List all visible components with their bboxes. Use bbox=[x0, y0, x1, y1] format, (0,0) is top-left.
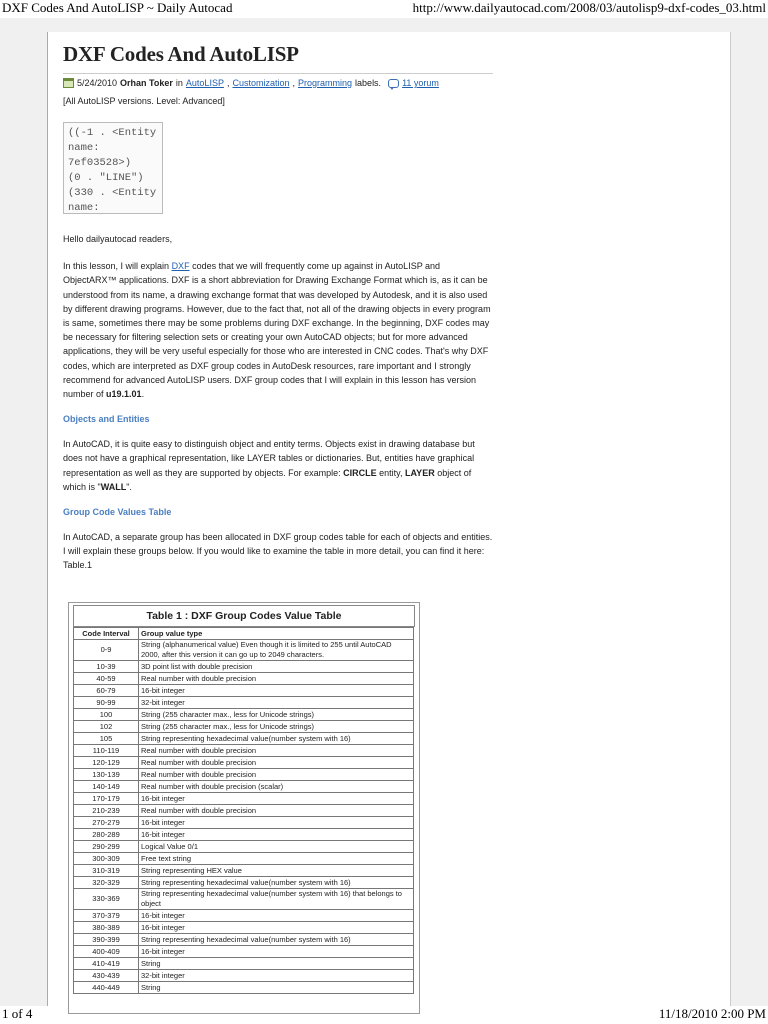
heading-objects-entities: Objects and Entities bbox=[63, 414, 150, 425]
dxf-link[interactable]: DXF bbox=[171, 261, 190, 272]
group-value-type-cell: 16-bit integer bbox=[139, 910, 414, 922]
table-row bbox=[74, 805, 414, 817]
label-link-autolisp[interactable]: AutoLISP bbox=[185, 78, 224, 88]
comments-link[interactable]: 11 yorum bbox=[402, 78, 439, 88]
group-value-type-cell: Real number with double precision bbox=[139, 673, 414, 685]
code-interval-cell: 410-419 bbox=[74, 958, 139, 970]
label-link-programming[interactable]: Programming bbox=[298, 78, 353, 88]
group-value-type-cell: 16-bit integer bbox=[139, 946, 414, 958]
sidebar-column bbox=[498, 32, 731, 1006]
code-interval-cell: 130-139 bbox=[74, 769, 139, 781]
table-row bbox=[74, 958, 414, 970]
code-interval-cell: 170-179 bbox=[74, 793, 139, 805]
group-value-type-cell: Real number with double precision bbox=[139, 769, 414, 781]
group-value-type-cell: 16-bit integer bbox=[139, 817, 414, 829]
post-title: DXF Codes And AutoLISP bbox=[63, 42, 299, 66]
table-row bbox=[74, 661, 414, 673]
group-value-type-cell: 32-bit integer bbox=[139, 970, 414, 982]
code-interval-cell: 100 bbox=[74, 709, 139, 721]
group-value-type-cell: String (255 character max., less for Unicode strings) bbox=[139, 721, 414, 733]
print-footer-datetime: 11/18/2010 2:00 PM bbox=[658, 1006, 766, 1021]
group-value-type-cell: 3D point list with double precision bbox=[139, 661, 414, 673]
dxf-group-codes-table bbox=[73, 627, 414, 994]
wall-term: WALL bbox=[100, 481, 127, 492]
table-row bbox=[74, 982, 414, 994]
post-author[interactable]: Orhan Toker bbox=[120, 78, 173, 88]
code-interval-cell: 140-149 bbox=[74, 781, 139, 793]
code-interval-cell: 440-449 bbox=[74, 982, 139, 994]
group-value-type-cell: 32-bit integer bbox=[139, 697, 414, 709]
layer-term: LAYER bbox=[405, 467, 435, 478]
code-interval-cell: 120-129 bbox=[74, 757, 139, 769]
code-interval-cell: 330-369 bbox=[74, 889, 139, 910]
print-footer-page: 1 of 4 bbox=[2, 1006, 33, 1021]
label-link-customization[interactable]: Customization bbox=[232, 78, 290, 88]
table-row bbox=[74, 970, 414, 982]
code-interval-cell: 300-309 bbox=[74, 853, 139, 865]
table-row bbox=[74, 769, 414, 781]
code-interval-cell: 90-99 bbox=[74, 697, 139, 709]
code-interval-cell: 10-39 bbox=[74, 661, 139, 673]
header-group-value-type: Group value type bbox=[139, 628, 414, 640]
group-value-type-cell: 16-bit integer bbox=[139, 829, 414, 841]
code-interval-cell: 320-329 bbox=[74, 877, 139, 889]
table-header-row bbox=[74, 628, 414, 640]
post-column bbox=[47, 32, 499, 1006]
table-row bbox=[74, 829, 414, 841]
table-row bbox=[74, 889, 414, 910]
intro-version: u19.1.01 bbox=[106, 389, 142, 400]
post-in-text: in bbox=[175, 78, 183, 88]
code-interval-cell: 40-59 bbox=[74, 673, 139, 685]
code-interval-cell: 0-9 bbox=[74, 640, 139, 661]
post-date: 5/24/2010 bbox=[77, 78, 118, 88]
code-interval-cell: 110-119 bbox=[74, 745, 139, 757]
code-interval-cell: 210-239 bbox=[74, 805, 139, 817]
intro-paragraph: In this lesson, I will explain DXF codes that we will frequently come up against in AutoLISP and ObjectARX™ applications. DXF is a short abbreviation for Drawing Exchange Format which is, as it can be understood from its name, a drawing exchange format that was developed by Autodesk, and it is also used by different drawing programs. However, due to the fact that, not all of the drawing objects in every program is same, sometimes there may be some problems during DXF exchange. In the beginning, DXF codes may be necessary for filtering selection sets or creating your own AutoCAD objects; but for more advanced applications, they will be very useful especially for those who are interested in CNC codes. That's why DXF codes, which are interpreted as DXF group codes in AutoDesk resources, rare important and I strongly recommend for advanced AutoLISP users. DXF group codes that I will explain in this lesson has version number of u19.1.01. bbox=[63, 261, 491, 400]
table-row bbox=[74, 640, 414, 661]
table-row bbox=[74, 709, 414, 721]
table-row bbox=[74, 934, 414, 946]
group-value-type-cell: Free text string bbox=[139, 853, 414, 865]
code-interval-cell: 390-399 bbox=[74, 934, 139, 946]
post-meta: 5/24/2010 Orhan Toker in AutoLISP , Customization , Programming labels. 11 yorum bbox=[63, 78, 495, 88]
table-row bbox=[74, 757, 414, 769]
group-value-type-cell: 16-bit integer bbox=[139, 922, 414, 934]
table-row bbox=[74, 922, 414, 934]
group-value-type-cell: Real number with double precision bbox=[139, 805, 414, 817]
table-title: Table 1 : DXF Group Codes Value Table bbox=[73, 605, 415, 627]
heading-group-code-values: Group Code Values Table bbox=[63, 507, 172, 518]
table-row bbox=[74, 793, 414, 805]
code-interval-cell: 430-439 bbox=[74, 970, 139, 982]
group-value-type-cell: String (alphanumerical value) Even though it is limited to 255 until AutoCAD 2000, after this version it can go up to 2049 characters. bbox=[139, 640, 414, 661]
level-note: [All AutoLISP versions. Level: Advanced] bbox=[63, 96, 225, 106]
group-value-type-cell: String representing hexadecimal value(number system with 16) bbox=[139, 934, 414, 946]
code-interval-cell: 310-319 bbox=[74, 865, 139, 877]
greeting-text: Hello dailyautocad readers, bbox=[63, 234, 173, 244]
code-snippet-box: ((-1 . <Entity name: 7ef03528>) (0 . "LINE") (330 . <Entity name: bbox=[63, 122, 163, 214]
code-interval-cell: 290-299 bbox=[74, 841, 139, 853]
print-header-title: DXF Codes And AutoLISP ~ Daily Autocad bbox=[2, 0, 233, 15]
table-row bbox=[74, 781, 414, 793]
print-header-url: http://www.dailyautocad.com/2008/03/autolisp9-dxf-codes_03.html bbox=[412, 0, 766, 15]
code-interval-cell: 400-409 bbox=[74, 946, 139, 958]
groups-paragraph: In AutoCAD, a separate group has been allocated in DXF group codes table for each of objects and entities. I will explain these groups below. If you would like to examine the table in more detail, you can find it here: Table.1 bbox=[63, 532, 493, 571]
table-row bbox=[74, 877, 414, 889]
title-divider bbox=[63, 73, 493, 74]
group-value-type-cell: String bbox=[139, 958, 414, 970]
table-row bbox=[74, 853, 414, 865]
group-value-type-cell: Real number with double precision (scalar) bbox=[139, 781, 414, 793]
code-interval-cell: 270-279 bbox=[74, 817, 139, 829]
code-interval-cell: 370-379 bbox=[74, 910, 139, 922]
table-row bbox=[74, 697, 414, 709]
table-row bbox=[74, 721, 414, 733]
table-row bbox=[74, 817, 414, 829]
code-interval-cell: 105 bbox=[74, 733, 139, 745]
table-row bbox=[74, 733, 414, 745]
group-value-type-cell: Real number with double precision bbox=[139, 757, 414, 769]
labels-suffix: labels. bbox=[355, 78, 382, 88]
group-value-type-cell: Logical Value 0/1 bbox=[139, 841, 414, 853]
objects-paragraph: In AutoCAD, it is quite easy to distinguish object and entity terms. Objects exist in drawing database but does not have a graphical representation, like LAYER tables or dictionaries. But, entities have graphical representation as well as they are supported by objects. For example: CIRCLE entity, LAYER object of which is "WALL". bbox=[63, 439, 475, 492]
circle-term: CIRCLE bbox=[343, 467, 377, 478]
table-row bbox=[74, 745, 414, 757]
group-value-type-cell: 16-bit integer bbox=[139, 685, 414, 697]
table-row bbox=[74, 865, 414, 877]
code-interval-cell: 102 bbox=[74, 721, 139, 733]
table-row bbox=[74, 685, 414, 697]
group-value-type-cell: 16-bit integer bbox=[139, 793, 414, 805]
group-value-type-cell: Real number with double precision bbox=[139, 745, 414, 757]
header-code-interval: Code Interval bbox=[74, 628, 139, 640]
group-value-type-cell: String bbox=[139, 982, 414, 994]
group-value-type-cell: String representing HEX value bbox=[139, 865, 414, 877]
dxf-table-image bbox=[68, 602, 420, 1014]
group-value-type-cell: String (255 character max., less for Unicode strings) bbox=[139, 709, 414, 721]
code-interval-cell: 380-389 bbox=[74, 922, 139, 934]
group-value-type-cell: String representing hexadecimal value(number system with 16) bbox=[139, 877, 414, 889]
code-interval-cell: 60-79 bbox=[74, 685, 139, 697]
group-value-type-cell: String representing hexadecimal value(number system with 16) that belongs to object bbox=[139, 889, 414, 910]
table-row bbox=[74, 841, 414, 853]
table-row bbox=[74, 673, 414, 685]
table-row bbox=[74, 910, 414, 922]
table-row bbox=[74, 946, 414, 958]
comment-bubble-icon bbox=[388, 79, 399, 88]
table-body bbox=[74, 640, 414, 994]
intro-prefix: In this lesson, I will explain bbox=[63, 261, 172, 272]
calendar-icon bbox=[63, 78, 74, 88]
code-interval-cell: 280-289 bbox=[74, 829, 139, 841]
group-value-type-cell: String representing hexadecimal value(number system with 16) bbox=[139, 733, 414, 745]
intro-body: codes that we will frequently come up against in AutoLISP and ObjectARX™ applications. DXF is a short abbreviation for Drawing Exchange Format which is, as it can be understood from its name, a drawing exchange format that was developed by Autodesk, and it is also used by different drawing programs. However, due to the fact that, not all of the drawing objects in every program is same, sometimes there may be some problems during DXF exchange. In the beginning, DXF codes may be necessary for filtering selection sets or creating your own AutoCAD objects; but for more advanced applications, they will be very useful especially for those who are interested in CNC codes. That's why DXF codes, which are interpreted as DXF group codes in AutoDesk resources, rare important and I strongly recommend for advanced AutoLISP users. DXF group codes that I will explain in this lesson has version number of bbox=[63, 261, 491, 400]
